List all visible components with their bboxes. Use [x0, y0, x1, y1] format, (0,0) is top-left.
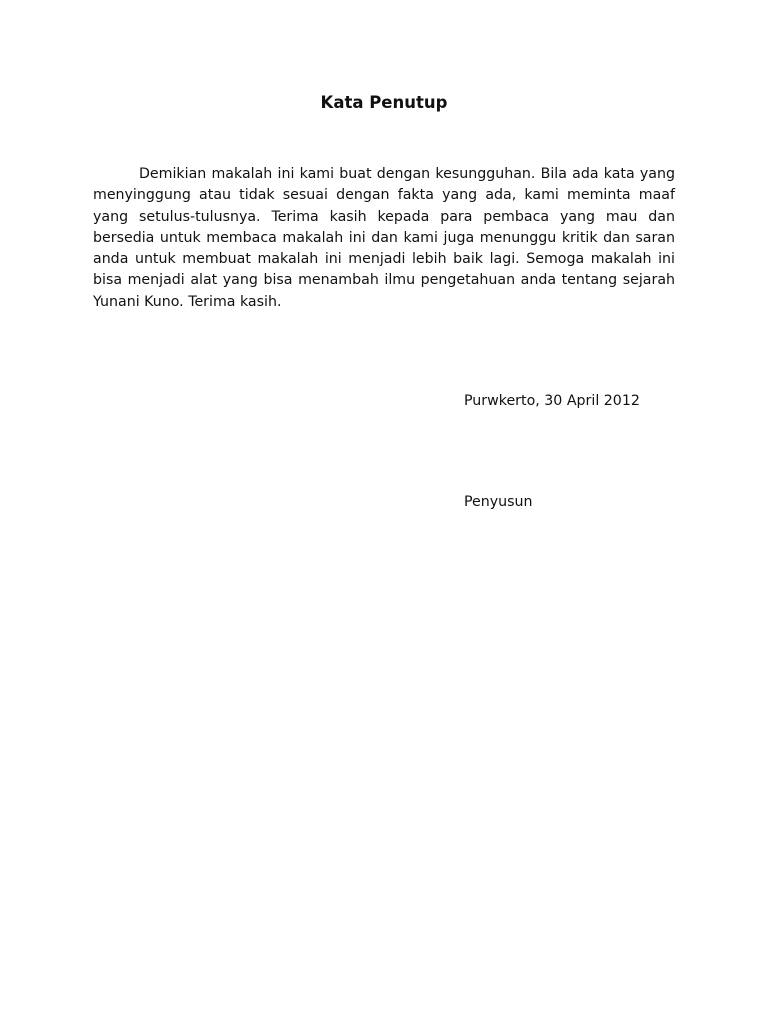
- page-title: Kata Penutup: [320, 93, 448, 112]
- place-date: Purwkerto, 30 April 2012: [464, 393, 640, 409]
- closing-paragraph: Demikian makalah ini kami buat dengan kesungguhan. Bila ada kata yang menyinggung atau tidak sesuai dengan fakta yang ada, kami meminta maaf yang setulus-tulusnya. Terima kasih kepada para pembaca yang mau dan bersedia untuk membaca makalah ini dan kami juga menunggu kritik dan saran anda untuk membuat makalah ini menjadi lebih baik lagi. Semoga makalah ini bisa menjadi alat yang bisa menambah ilmu pengetahuan anda tentang sejarah Yunani Kuno. Terima kasih.: [93, 166, 675, 310]
- author-signature: Penyusun: [464, 494, 533, 510]
